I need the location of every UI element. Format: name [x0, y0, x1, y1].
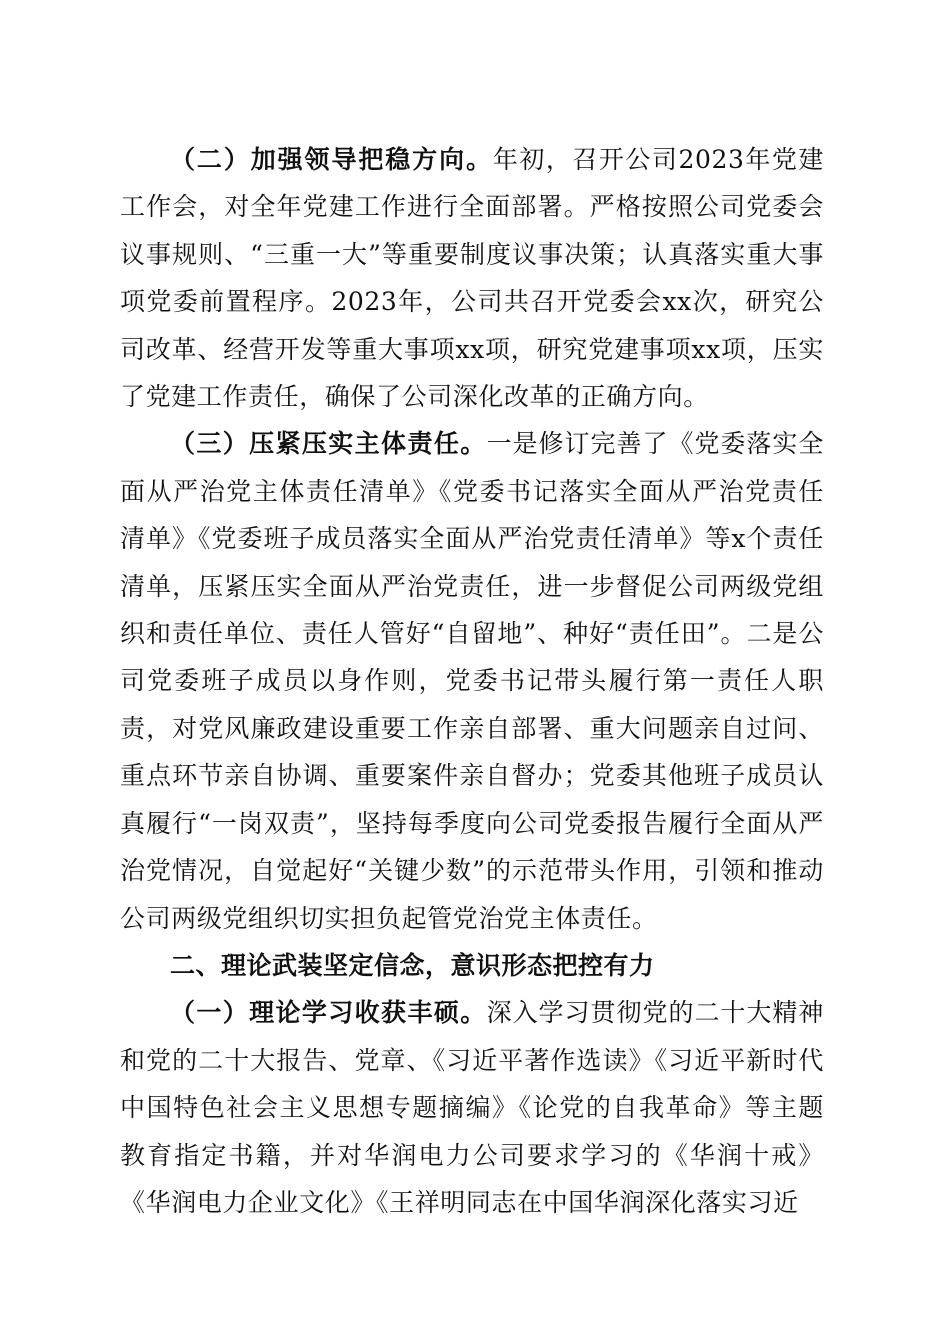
- paragraph-heading: （一）理论学习收获丰硕。: [170, 998, 487, 1028]
- section-title: 二、理论武装坚定信念，意识形态把控有力: [170, 950, 655, 980]
- paragraph-heading: （二）加强领导把稳方向。: [170, 145, 493, 174]
- paragraph-leadership-direction: [120, 136, 824, 420]
- paragraph-heading: （三）压紧压实主体责任。: [170, 429, 487, 459]
- paragraph-body: 年初，召开公司2023年党建工作会，对全年党建工作进行全面部署。严格按照公司党委会议事规则、“三重一大”等重要制度议事决策；认真落实重大事项党委前置程序。2023年，公司共召开党委会xx次，研究公司改革、经营开发等重大事项xx项，研究党建事项xx项，压实了党建工作责任，确保了公司深化改革的正确方向。: [120, 145, 824, 412]
- paragraph-main-responsibility: [120, 420, 824, 941]
- paragraph-body: 一是修订完善了《党委落实全面从严治党主体责任清单》《党委书记落实全面从严治党责任清单》《党委班子成员落实全面从严治党责任清单》等x个责任清单，压紧压实全面从严治党责任，进一步督促公司两级党组织和责任单位、责任人管好“自留地”、种好“责任田”。二是公司党委班子成员以身作则，党委书记带头履行第一责任人职责，对党风廉政建设重要工作亲自部署、重大问题亲自过问、重点环节亲自协调、重要案件亲自督办；党委其他班子成员认真履行“一岗双责”，坚持每季度向公司党委报告履行全面从严治党情况，自觉起好“关键少数”的示范带头作用，引领和推动公司两级党组织切实担负起管党治党主体责任。: [120, 429, 824, 933]
- paragraph-body: 深入学习贯彻党的二十大精神和党的二十大报告、党章、《习近平著作选读》《习近平新时代中国特色社会主义思想专题摘编》《论党的自我革命》等主题教育指定书籍，并对华润电力公司要求学习的《华润十戒》《华润电力企业文化》《王祥明同志在中国华润深化落实习近: [120, 998, 824, 1217]
- document-page: [120, 136, 824, 1226]
- paragraph-theory-study: [120, 989, 824, 1226]
